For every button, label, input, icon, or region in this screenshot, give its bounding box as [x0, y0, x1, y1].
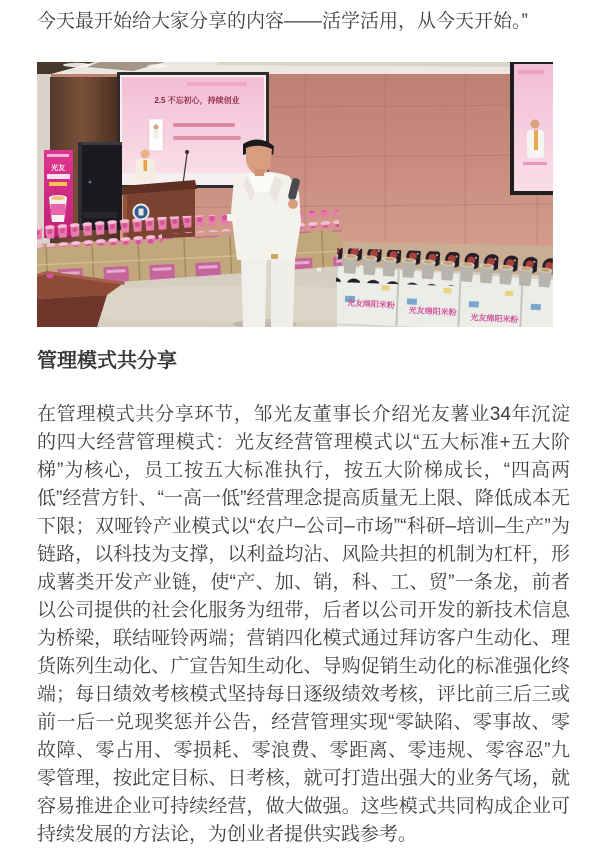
- tv-screen: [510, 62, 553, 195]
- slide-text-line: [173, 136, 241, 140]
- presenter-remote: [227, 214, 237, 221]
- section-heading: 管理模式共分享: [37, 350, 177, 372]
- banner-brand: 光友: [51, 165, 65, 172]
- box-label: 光友绵阳米粉: [470, 313, 519, 325]
- belt-buckle: [271, 254, 278, 259]
- box-label: 光友绵阳米粉: [408, 305, 457, 318]
- slide-text-line: [173, 123, 235, 127]
- projection-screen: [117, 72, 269, 188]
- speaker-cabinet: [78, 142, 122, 230]
- intro-paragraph: 今天最开始给大家分享的内容——活学活用，从今天开始。”: [37, 11, 528, 32]
- hand: [288, 199, 298, 209]
- box-label: 光友绵阳米粉: [346, 298, 396, 311]
- slide-header-strip: [187, 82, 247, 86]
- pants: [271, 260, 295, 327]
- product-boxes-right: [336, 248, 553, 327]
- event-photo-svg: [37, 62, 553, 327]
- slide-title: 2.5 不忘初心，持续创业: [154, 96, 240, 105]
- pants: [241, 260, 267, 327]
- body-paragraph: 在管理模式共分享环节，邹光友董事长介绍光友薯业34年沉淀的四大经营管理模式：光友经营管理模式以“五大标准+五大阶梯”为核心，员工按五大标准执行，按五大阶梯成长，“四高两低”经营方针、“一高一低”经营理念提高质量无上限、降低成本无下限；双哑铃产业模式以“农户–公司–市场”“科研–培训–生产”为链路，以科技为支撑，以利益均沾、风险共担的机制为杠杆，形成薯类开发产业链，使“产、加、销，科、工、贸”一条龙，前者以公司提供的社会化服务为纽带，后者以公司开发的新技术信息为桥梁，联结哑铃两端；营销四化模式通过拜访客户生动化、理货陈列生动化、广宣告知生动化、导购促销生动化的标准强化终端；每日绩效考核模式坚持每日逐级绩效考核，评比前三后三或前一后一兑现奖惩并公告，经营管理实现“零缺陷、零事故、零故障、零占用、零损耗、零浪费、零距离、零违规、零容忍”九零管理，按此定目标、日考核，就可打造出强大的业务气场，就容易推进企业可持续经营，做大做强。这些模式共同构成企业可持续发展的方法论，为创业者提供实践参考。: [37, 404, 570, 845]
- event-photo: [37, 62, 553, 327]
